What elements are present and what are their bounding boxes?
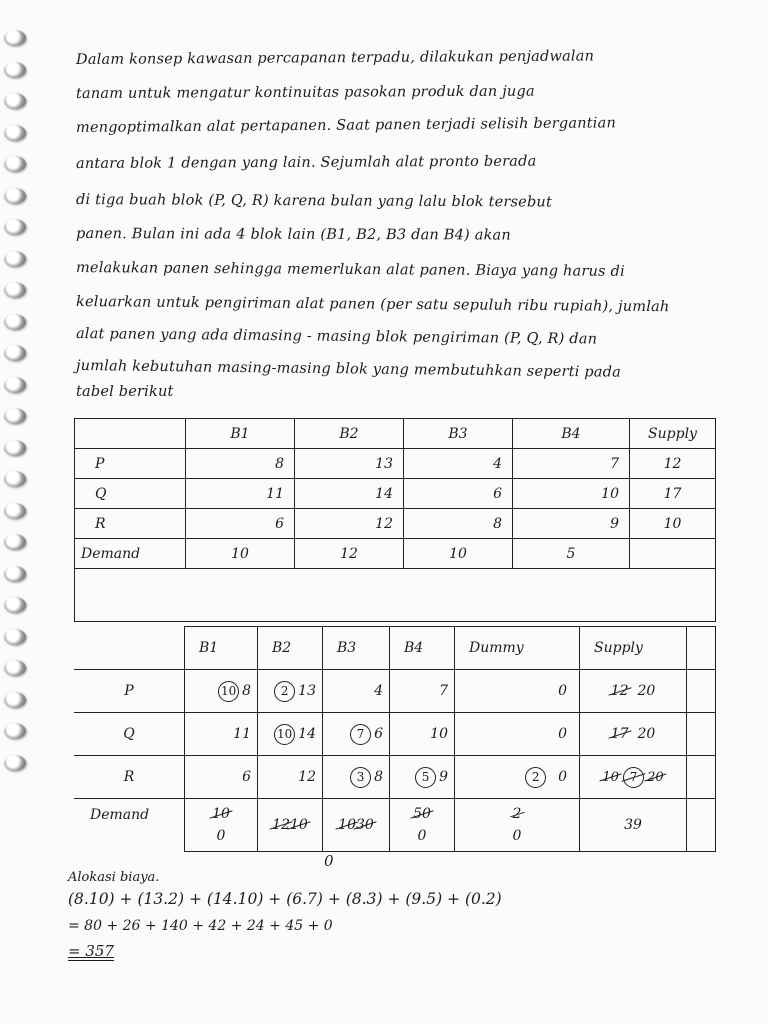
cost-value: 10 <box>430 726 448 742</box>
cost-value: 8 <box>374 768 383 785</box>
paragraph-line: mengoptimalkan alat pertapanen. Saat panen terjadi selisih bergantian <box>75 115 617 136</box>
table-cell <box>630 539 716 569</box>
alloc-cell <box>455 670 580 713</box>
spiral-ring <box>4 156 26 172</box>
paragraph-line: antara blok 1 dengan yang lain. Sejumlah alat pronto berada <box>75 153 537 172</box>
alloc-cell <box>185 713 258 756</box>
spiral-ring <box>4 471 26 487</box>
paragraph-line: alat panen yang ada dimasing - masing blok pengiriman (P, Q, R) dan <box>75 326 598 348</box>
cost-value: 14 <box>298 725 316 742</box>
cost-value: 8 <box>242 682 251 699</box>
demand-cell: 10 <box>186 539 295 569</box>
row-label: R <box>75 509 186 539</box>
spiral-ring <box>4 219 26 235</box>
cost-value: 6 <box>374 725 383 742</box>
table-cell <box>75 569 716 622</box>
cost-cell: 4 <box>404 449 513 479</box>
column-header: Dummy <box>455 627 580 670</box>
spiral-ring <box>4 692 26 708</box>
cost-value: 0 <box>558 683 567 699</box>
cost-cell: 8 <box>404 509 513 539</box>
spiral-ring <box>4 251 26 267</box>
paragraph-line: jumlah kebutuhan masing-masing blok yang membutuhkan seperti pada <box>75 358 622 381</box>
cost-value: 0 <box>558 768 567 785</box>
cost-cell: 6 <box>186 509 295 539</box>
cost-value: 12 <box>298 769 316 785</box>
spiral-ring <box>4 534 26 550</box>
table-row <box>74 670 716 713</box>
demand-cell: 12 <box>295 539 404 569</box>
column-header: B2 <box>258 627 323 670</box>
table-cell <box>687 670 716 713</box>
table-cell <box>74 627 185 670</box>
alloc-cell <box>323 713 390 756</box>
demand-cell: 5 <box>513 539 630 569</box>
supply-mid: 7 <box>623 767 644 788</box>
row-label: Demand <box>75 539 186 569</box>
spiral-ring <box>4 282 26 298</box>
column-header: B4 <box>390 627 455 670</box>
spiral-ring <box>4 345 26 361</box>
table-header-row <box>74 627 716 670</box>
paragraph-line: Dalam konsep kawasan percapanan terpadu, dilakukan penjadwalan <box>75 48 595 68</box>
alloc-cell <box>455 713 580 756</box>
paragraph-line: di tiga buah blok (P, Q, R) karena bulan yang lalu blok tersebut <box>75 192 553 211</box>
supply-new: 20 <box>637 683 656 699</box>
row-label: R <box>74 756 185 799</box>
column-header: B1 <box>186 419 295 449</box>
alloc-cell <box>185 670 258 713</box>
spiral-ring <box>4 377 26 393</box>
table-cell <box>75 419 186 449</box>
cost-value: 4 <box>374 683 383 699</box>
table-header-row <box>75 419 716 449</box>
spiral-ring <box>4 723 26 739</box>
spiral-ring <box>4 660 26 676</box>
spiral-ring <box>4 408 26 424</box>
demand-old: 10 <box>338 814 356 836</box>
alloc-cell <box>390 713 455 756</box>
supply-new: 20 <box>647 769 664 785</box>
supply-cell <box>580 756 687 799</box>
alloc-cell <box>323 670 390 713</box>
cost-value: 11 <box>233 726 251 742</box>
demand-old: 50 <box>413 803 431 825</box>
cost-value: 9 <box>439 768 448 785</box>
alloc-cell <box>390 670 455 713</box>
paragraph-line: panen. Bulan ini ada 4 blok lain (B1, B2, B3 dan B4) akan <box>75 226 511 244</box>
cost-value: 13 <box>298 682 316 699</box>
allocation-circle: 3 <box>350 767 371 788</box>
supply-old: 17 <box>610 726 629 742</box>
column-header: B2 <box>295 419 404 449</box>
allocation-circle: 10 <box>274 724 295 745</box>
cost-cell: 10 <box>513 479 630 509</box>
alloc-cell <box>258 756 323 799</box>
cost-cell: 8 <box>186 449 295 479</box>
alloc-cell <box>258 713 323 756</box>
paragraph-line: keluarkan untuk pengiriman alat panen (per satu sepuluh ribu rupiah), jumlah <box>75 294 670 316</box>
demand-new: 30 <box>356 814 374 836</box>
column-header: B3 <box>404 419 513 449</box>
cost-table <box>74 418 716 622</box>
demand-cell <box>390 799 455 852</box>
allocation-table <box>74 626 716 852</box>
supply-old: 10 <box>602 769 619 785</box>
spiral-ring <box>4 597 26 613</box>
spiral-ring <box>4 62 26 78</box>
allocation-circle: 7 <box>350 724 371 745</box>
alloc-cell <box>258 670 323 713</box>
demand-cell <box>185 799 258 852</box>
table-row <box>75 509 716 539</box>
column-header: B1 <box>185 627 258 670</box>
demand-old: 2 <box>513 803 522 825</box>
table-cell <box>687 713 716 756</box>
alloc-cell <box>390 756 455 799</box>
demand-row <box>74 799 716 852</box>
spiral-ring <box>4 125 26 141</box>
table-cell <box>687 627 716 670</box>
calc-line-1: (8.10) + (13.2) + (14.10) + (6.7) + (8.3) + (9.5) + (0.2) <box>68 890 502 908</box>
demand-new: 0 <box>417 828 427 844</box>
demand-cell: 10 <box>404 539 513 569</box>
demand-new: 0 <box>216 828 226 844</box>
spiral-ring <box>4 93 26 109</box>
column-header: Supply <box>580 627 687 670</box>
extra-demand-value: 0 <box>324 852 334 870</box>
row-label: P <box>74 670 185 713</box>
demand-row <box>75 539 716 569</box>
supply-cell: 10 <box>630 509 716 539</box>
allocation-circle: 2 <box>525 767 546 788</box>
supply-cell <box>580 713 687 756</box>
calc-line-3: = 357 <box>68 942 114 960</box>
row-label: Demand <box>74 799 185 852</box>
demand-cell <box>455 799 580 852</box>
calc-line-2: = 80 + 26 + 140 + 42 + 24 + 45 + 0 <box>68 918 333 934</box>
paragraph-line: melakukan panen sehingga memerlukan alat panen. Biaya yang harus di <box>75 260 625 280</box>
cost-value: 7 <box>439 683 448 699</box>
table-row <box>75 479 716 509</box>
spiral-binding <box>0 30 30 790</box>
calc-title: Alokasi biaya. <box>68 870 160 885</box>
allocation-circle: 5 <box>415 767 436 788</box>
demand-total: 39 <box>580 799 687 852</box>
spiral-ring <box>4 503 26 519</box>
spiral-ring <box>4 30 26 46</box>
supply-cell <box>580 670 687 713</box>
demand-cell <box>323 799 390 852</box>
spiral-ring <box>4 629 26 645</box>
column-header: B4 <box>513 419 630 449</box>
alloc-cell <box>455 756 580 799</box>
column-header: Supply <box>630 419 716 449</box>
cost-cell: 13 <box>295 449 404 479</box>
table-cell <box>687 799 716 852</box>
table-row <box>75 449 716 479</box>
cost-value: 6 <box>242 769 251 785</box>
allocation-circle: 2 <box>274 681 295 702</box>
cost-value: 0 <box>558 726 567 742</box>
paragraph-line: tabel berikut <box>76 384 174 400</box>
supply-new: 20 <box>637 726 656 742</box>
alloc-cell <box>323 756 390 799</box>
cost-cell: 12 <box>295 509 404 539</box>
column-header: B3 <box>323 627 390 670</box>
row-label: Q <box>74 713 185 756</box>
table-cell <box>687 756 716 799</box>
row-label: Q <box>75 479 186 509</box>
cost-cell: 9 <box>513 509 630 539</box>
table-row <box>74 713 716 756</box>
spiral-ring <box>4 314 26 330</box>
spiral-ring <box>4 188 26 204</box>
spiral-ring <box>4 566 26 582</box>
cost-cell: 6 <box>404 479 513 509</box>
supply-old: 12 <box>610 683 629 699</box>
demand-old: 10 <box>212 803 230 825</box>
demand-old: 12 <box>272 814 290 836</box>
alloc-cell <box>185 756 258 799</box>
supply-cell: 17 <box>630 479 716 509</box>
cost-cell: 11 <box>186 479 295 509</box>
cost-cell: 7 <box>513 449 630 479</box>
table-row <box>74 756 716 799</box>
cost-cell: 14 <box>295 479 404 509</box>
demand-new: 0 <box>512 828 522 844</box>
allocation-circle: 10 <box>218 681 239 702</box>
spiral-ring <box>4 755 26 771</box>
paragraph-line: tanam untuk mengatur kontinuitas pasokan produk dan juga <box>75 83 535 102</box>
demand-cell <box>258 799 323 852</box>
spiral-ring <box>4 440 26 456</box>
row-label: P <box>75 449 186 479</box>
demand-new: 10 <box>290 814 308 836</box>
supply-cell: 12 <box>630 449 716 479</box>
blank-row <box>75 569 716 622</box>
